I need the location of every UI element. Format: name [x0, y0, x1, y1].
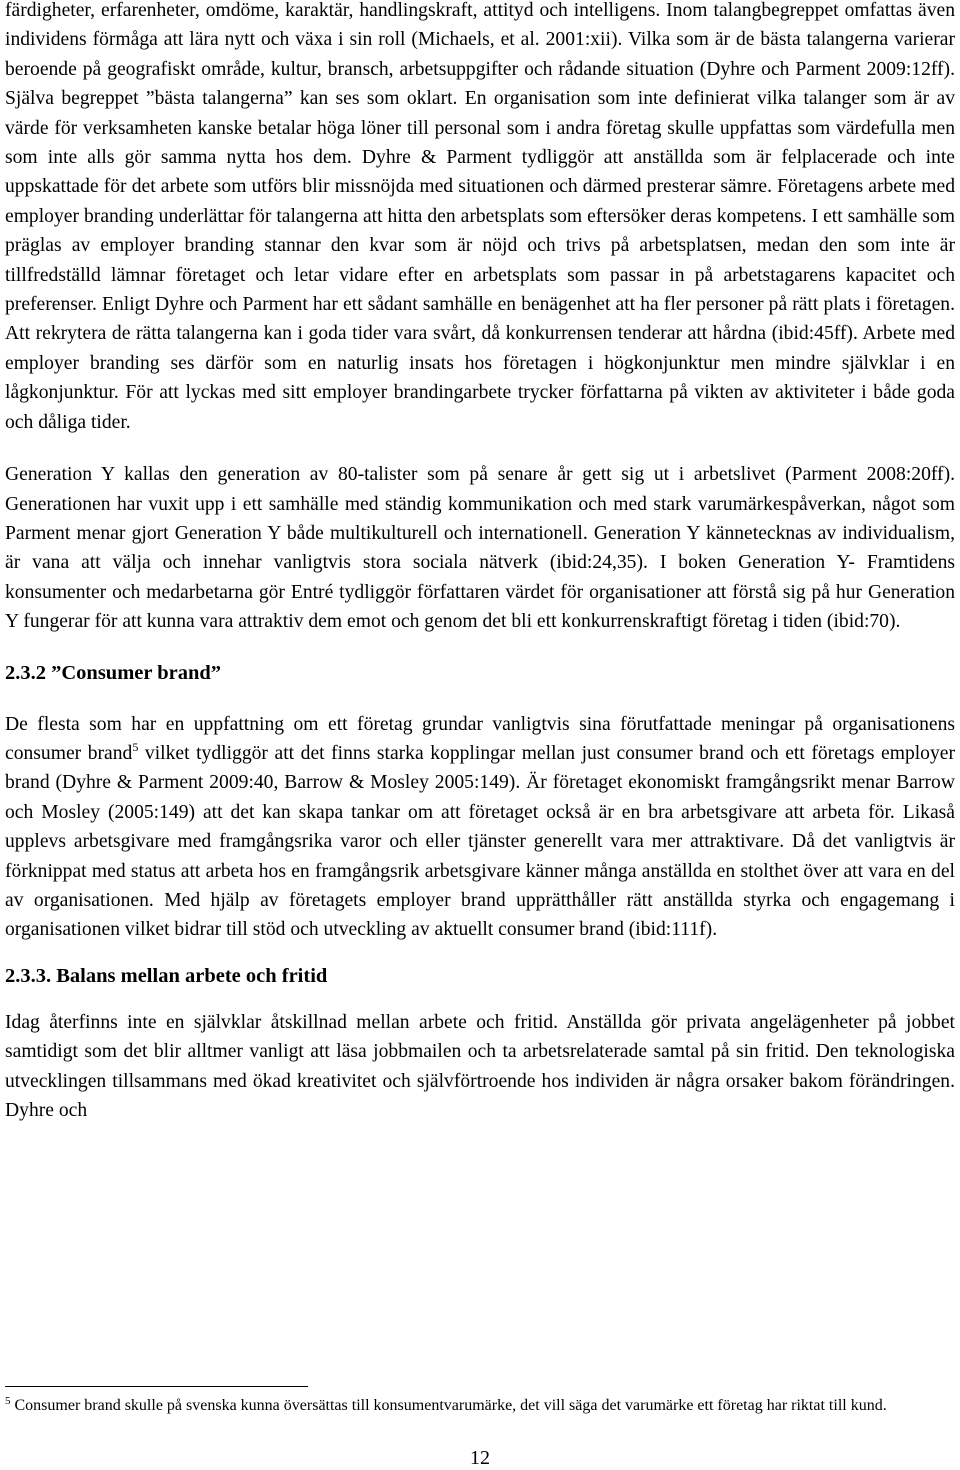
footnote	[5, 1394, 950, 1417]
paragraph-text: De flesta som har en uppfattning om ett företag grundar vanligtvis sina förutfattade meningar på organisationens consumer brand	[5, 713, 955, 764]
section-heading: 2.3.3. Balans mellan arbete och fritid	[5, 964, 328, 987]
footnote-reference[interactable]: 5	[132, 739, 139, 754]
body-paragraph	[5, 710, 955, 945]
footnote-text: Consumer brand skulle på svenska kunna översättas till konsumentvarumärke, det vill säga det varumärke ett företag har riktat till kund.	[10, 1397, 887, 1414]
page-number: 12	[470, 1447, 490, 1469]
body-paragraph: färdigheter, erfarenheter, omdöme, karaktär, handlingskraft, attityd och intelligens. Inom talangbegreppet omfattas även individens förmåga att lära nytt och växa i sin roll (Michaels, et al. 2001:xii). Vilka som är de bästa talangerna varierar beroende på geografiskt område, kultur, bransch, arbetsuppgifter och rådande situation (Dyhre och Parment 2009:12ff). Själva begreppet ”bästa talangerna” kan ses som oklart. En organisation som inte definierat vilka talanger som är av värde för verksamheten kanske betalar höga löner till personal som i andra företag skulle uppfattas som värdefulla men som inte alls gör samma nytta hos dem. Dyhre & Parment tydliggör att anställda som är felplacerade och inte uppskattade för det arbete som utförs blir missnöjda med situationen och därmed presterar sämre. Företagens arbete med employer branding underlättar för talangerna att hitta den arbetsplats som eftersöker deras kompetens. I ett samhälle som präglas av employer branding stannar den kvar som är nöjd och trivs på arbetsplatsen, medan den som inte är tillfredställd lämnar företaget och letar vidare efter en arbetsplats som passar in på arbetstagarens kapacitet och preferenser. Enligt Dyhre och Parment har ett sådant samhälle en benägenhet att ha fler personer på rätt plats i företagen. Att rekrytera de rätta talangerna kan i goda tider vara svårt, då konkurrensen tenderar att hårdna (ibid:45ff). Arbete med employer branding ses därför som en naturlig insats hos företagen i högkonjunktur men mindre självklar i en lågkonjunktur. För att lyckas med sitt employer brandingarbete trycker författarna på vikten av aktiviteter i både goda och dåliga tider.	[5, 0, 955, 433]
footnote-divider	[5, 1386, 308, 1387]
paragraph-text: vilket tydliggör att det finns starka kopplingar mellan just consumer brand och ett företags employer brand (Dyhre & Parment 2009:40, Barrow & Mosley 2005:149). Är företaget ekonomiskt framgångsrikt menar Barrow och Mosley (2005:149) att det kan skapa tankar om att företaget också är en bra arbetsgivare att arbeta för. Likaså upplevs arbetsgivare med framgångsrika varor och eller tjänster generellt vara mer attraktivare. Då det vanligtvis är förknippat med status att arbeta hos en framgångsrik arbetsgivare känner många anställda en stolthet över att vara en del av organisationen. Med hjälp av företagets employer brand upprätthåller rätt anställda styrka och engagemang i organisationen vilket bidrar till stöd och utveckling av aktuellt consumer brand (ibid:111f).	[5, 742, 956, 941]
body-paragraph: Generation Y kallas den generation av 80-talister som på senare år gett sig ut i arbetslivet (Parment 2008:20ff). Generationen har vuxit upp i ett samhälle med ständig kommunikation och med stark varumärkespåverkan, något som Parment menar gjort Generation Y både multikulturell och internationell. Generation Y kännetecknas av individualism, är vana att välja och innehar vanligtvis stora sociala nätverk (ibid:24,35). I boken Generation Y- Framtidens konsumenter och medarbetarna gör Entré tydliggör författaren värdet för organisationer att förstå sig på hur Generation Y fungerar för att kunna vara attraktiv dem emot och genom det bli ett konkurrenskraftigt företag i tiden (ibid:70).	[5, 464, 955, 633]
section-heading: 2.3.2 ”Consumer brand”	[5, 661, 222, 684]
document-page	[5, 0, 955, 1125]
footnote-number: 5	[5, 1395, 11, 1407]
body-paragraph: Idag återfinns inte en självklar åtskillnad mellan arbete och fritid. Anställda gör privata angelägenheter på jobbet samtidigt som det blir alltmer vanligt att läsa jobbmailen och ta arbetsrelaterade samtal på sin fritid. Den teknologiska utvecklingen tillsammans med ökad kreativitet och självförtroende hos individen är några orsaker bakom förändringen. Dyhre och	[5, 1011, 955, 1121]
